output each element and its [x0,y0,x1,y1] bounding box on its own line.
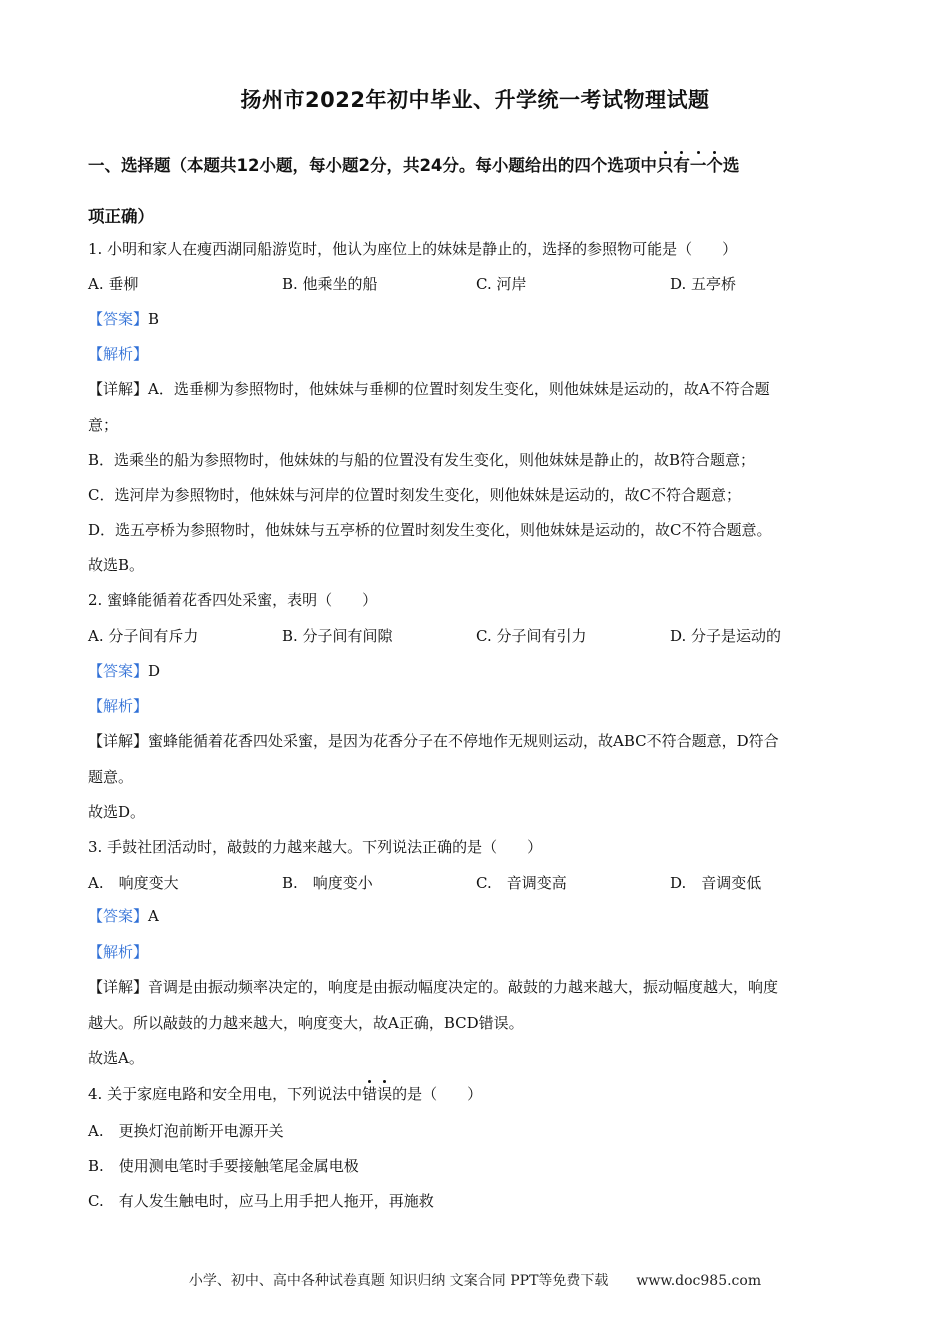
q2-detail [88,731,868,751]
emphasis-char: 误 [377,1085,393,1103]
emphasis-char: 只 [656,156,674,175]
answer-tag: 【答案】 [88,907,149,925]
q1-detail-c: C．选河岸为参照物时，他妹妹与河岸的位置时刻发生变化，则他妹妹是运动的，故C不符合题意； [88,486,741,504]
q3-option-c: C. 音调变高 [476,874,567,892]
stem-text: 4. 关于家庭电路和安全用电，下列说法中 [88,1085,363,1103]
question-4-stem [88,1084,868,1104]
q1-detail-cont: 意； [88,416,119,434]
q2-detail-cont: 题意。 [88,768,134,786]
section-heading-line2: 项正确） [88,207,154,226]
q2-option-a: A. 分子间有斥力 [88,627,199,645]
detail-tag: 【详解】 [88,978,149,996]
q3-detail [88,977,868,997]
q2-option-c: C. 分子间有引力 [476,627,587,645]
q2-option-b: B. 分子间有间隙 [282,627,393,645]
question-2-stem: 2. 蜜蜂能循着花香四处采蜜，表明（ ） [88,591,378,609]
emphasis-char: 个 [706,156,723,175]
q1-answer [88,309,868,329]
emphasis-char: 错 [362,1085,378,1103]
page-title: 扬州市2022年初中毕业、升学统一考试物理试题 [240,88,710,112]
q3-option-b: B. 响度变小 [282,874,373,892]
answer-value: B [148,310,160,328]
answer-value: D [148,662,161,680]
answer-tag: 【答案】 [88,310,149,328]
question-1-stem: 1. 小明和家人在瘦西湖同船游览时，他认为座位上的妹妹是静止的，选择的参照物可能是（ ） [88,240,738,258]
q4-option-c: C. 有人发生触电时，应马上用手把人拖开，再施救 [88,1192,434,1210]
q4-option-b: B. 使用测电笔时手要接触笔尾金属电极 [88,1157,359,1175]
q1-conclusion: 故选B。 [88,556,145,574]
q3-option-a: A. 响度变大 [88,874,179,892]
q3-conclusion: 故选A。 [88,1049,144,1067]
q1-option-b: B. 他乘坐的船 [282,275,378,293]
answer-value: A [148,907,159,925]
q1-detail [88,379,868,399]
q1-detail-b: B．选乘坐的船为参照物时，他妹妹的与船的位置没有发生变化，则他妹妹是静止的，故B符合题意； [88,451,756,469]
stem-text: 的是（ ） [392,1085,483,1103]
detail-tag: 【详解】 [88,380,149,398]
q1-detail-d: D．选五亭桥为参照物时，他妹妹与五亭桥的位置时刻发生变化，则他妹妹是运动的，故C不符合题意。 [88,521,772,539]
q3-analysis-tag: 【解析】 [88,943,149,961]
section-heading-text: 选 [722,156,740,175]
emphasis-char: 有 [673,156,690,175]
q1-option-c: C. 河岸 [476,275,527,293]
q1-option-d: D. 五亭桥 [670,275,737,293]
q3-answer [88,906,868,926]
detail-tag: 【详解】 [88,732,149,750]
q2-analysis-tag: 【解析】 [88,697,149,715]
section-heading-text: 一、选择题（本题共12小题，每小题2分，共24分。每小题给出的四个选项中 [88,156,657,175]
q2-option-d: D. 分子是运动的 [670,627,782,645]
emphasis-char: 一 [689,156,707,175]
section-heading [88,152,868,176]
q2-answer [88,661,868,681]
question-3-stem: 3. 手鼓社团活动时，敲鼓的力越来越大。下列说法正确的是（ ） [88,838,543,856]
q3-detail-cont: 越大。所以敲鼓的力越来越大，响度变大，故A正确，BCD错误。 [88,1014,524,1032]
detail-text: 音调是由振动频率决定的，响度是由振动幅度决定的。敲鼓的力越来越大，振动幅度越大，响度 [148,978,779,996]
q1-analysis-tag: 【解析】 [88,345,149,363]
page-footer: 小学、初中、高中各种试卷真题 知识归纳 文案合同 PPT等免费下载 www.doc985.com [188,1273,762,1289]
q3-option-d: D. 音调变低 [670,874,762,892]
q2-conclusion: 故选D。 [88,803,146,821]
q1-option-a: A. 垂柳 [88,275,139,293]
detail-text: 蜜蜂能循着花香四处采蜜，是因为花香分子在不停地作无规则运动，故ABC不符合题意，D符合 [148,732,779,750]
answer-tag: 【答案】 [88,662,149,680]
q4-option-a: A. 更换灯泡前断开电源开关 [88,1122,284,1140]
detail-text: A．选垂柳为参照物时，他妹妹与垂柳的位置时刻发生变化，则他妹妹是运动的，故A不符合题 [148,380,770,398]
